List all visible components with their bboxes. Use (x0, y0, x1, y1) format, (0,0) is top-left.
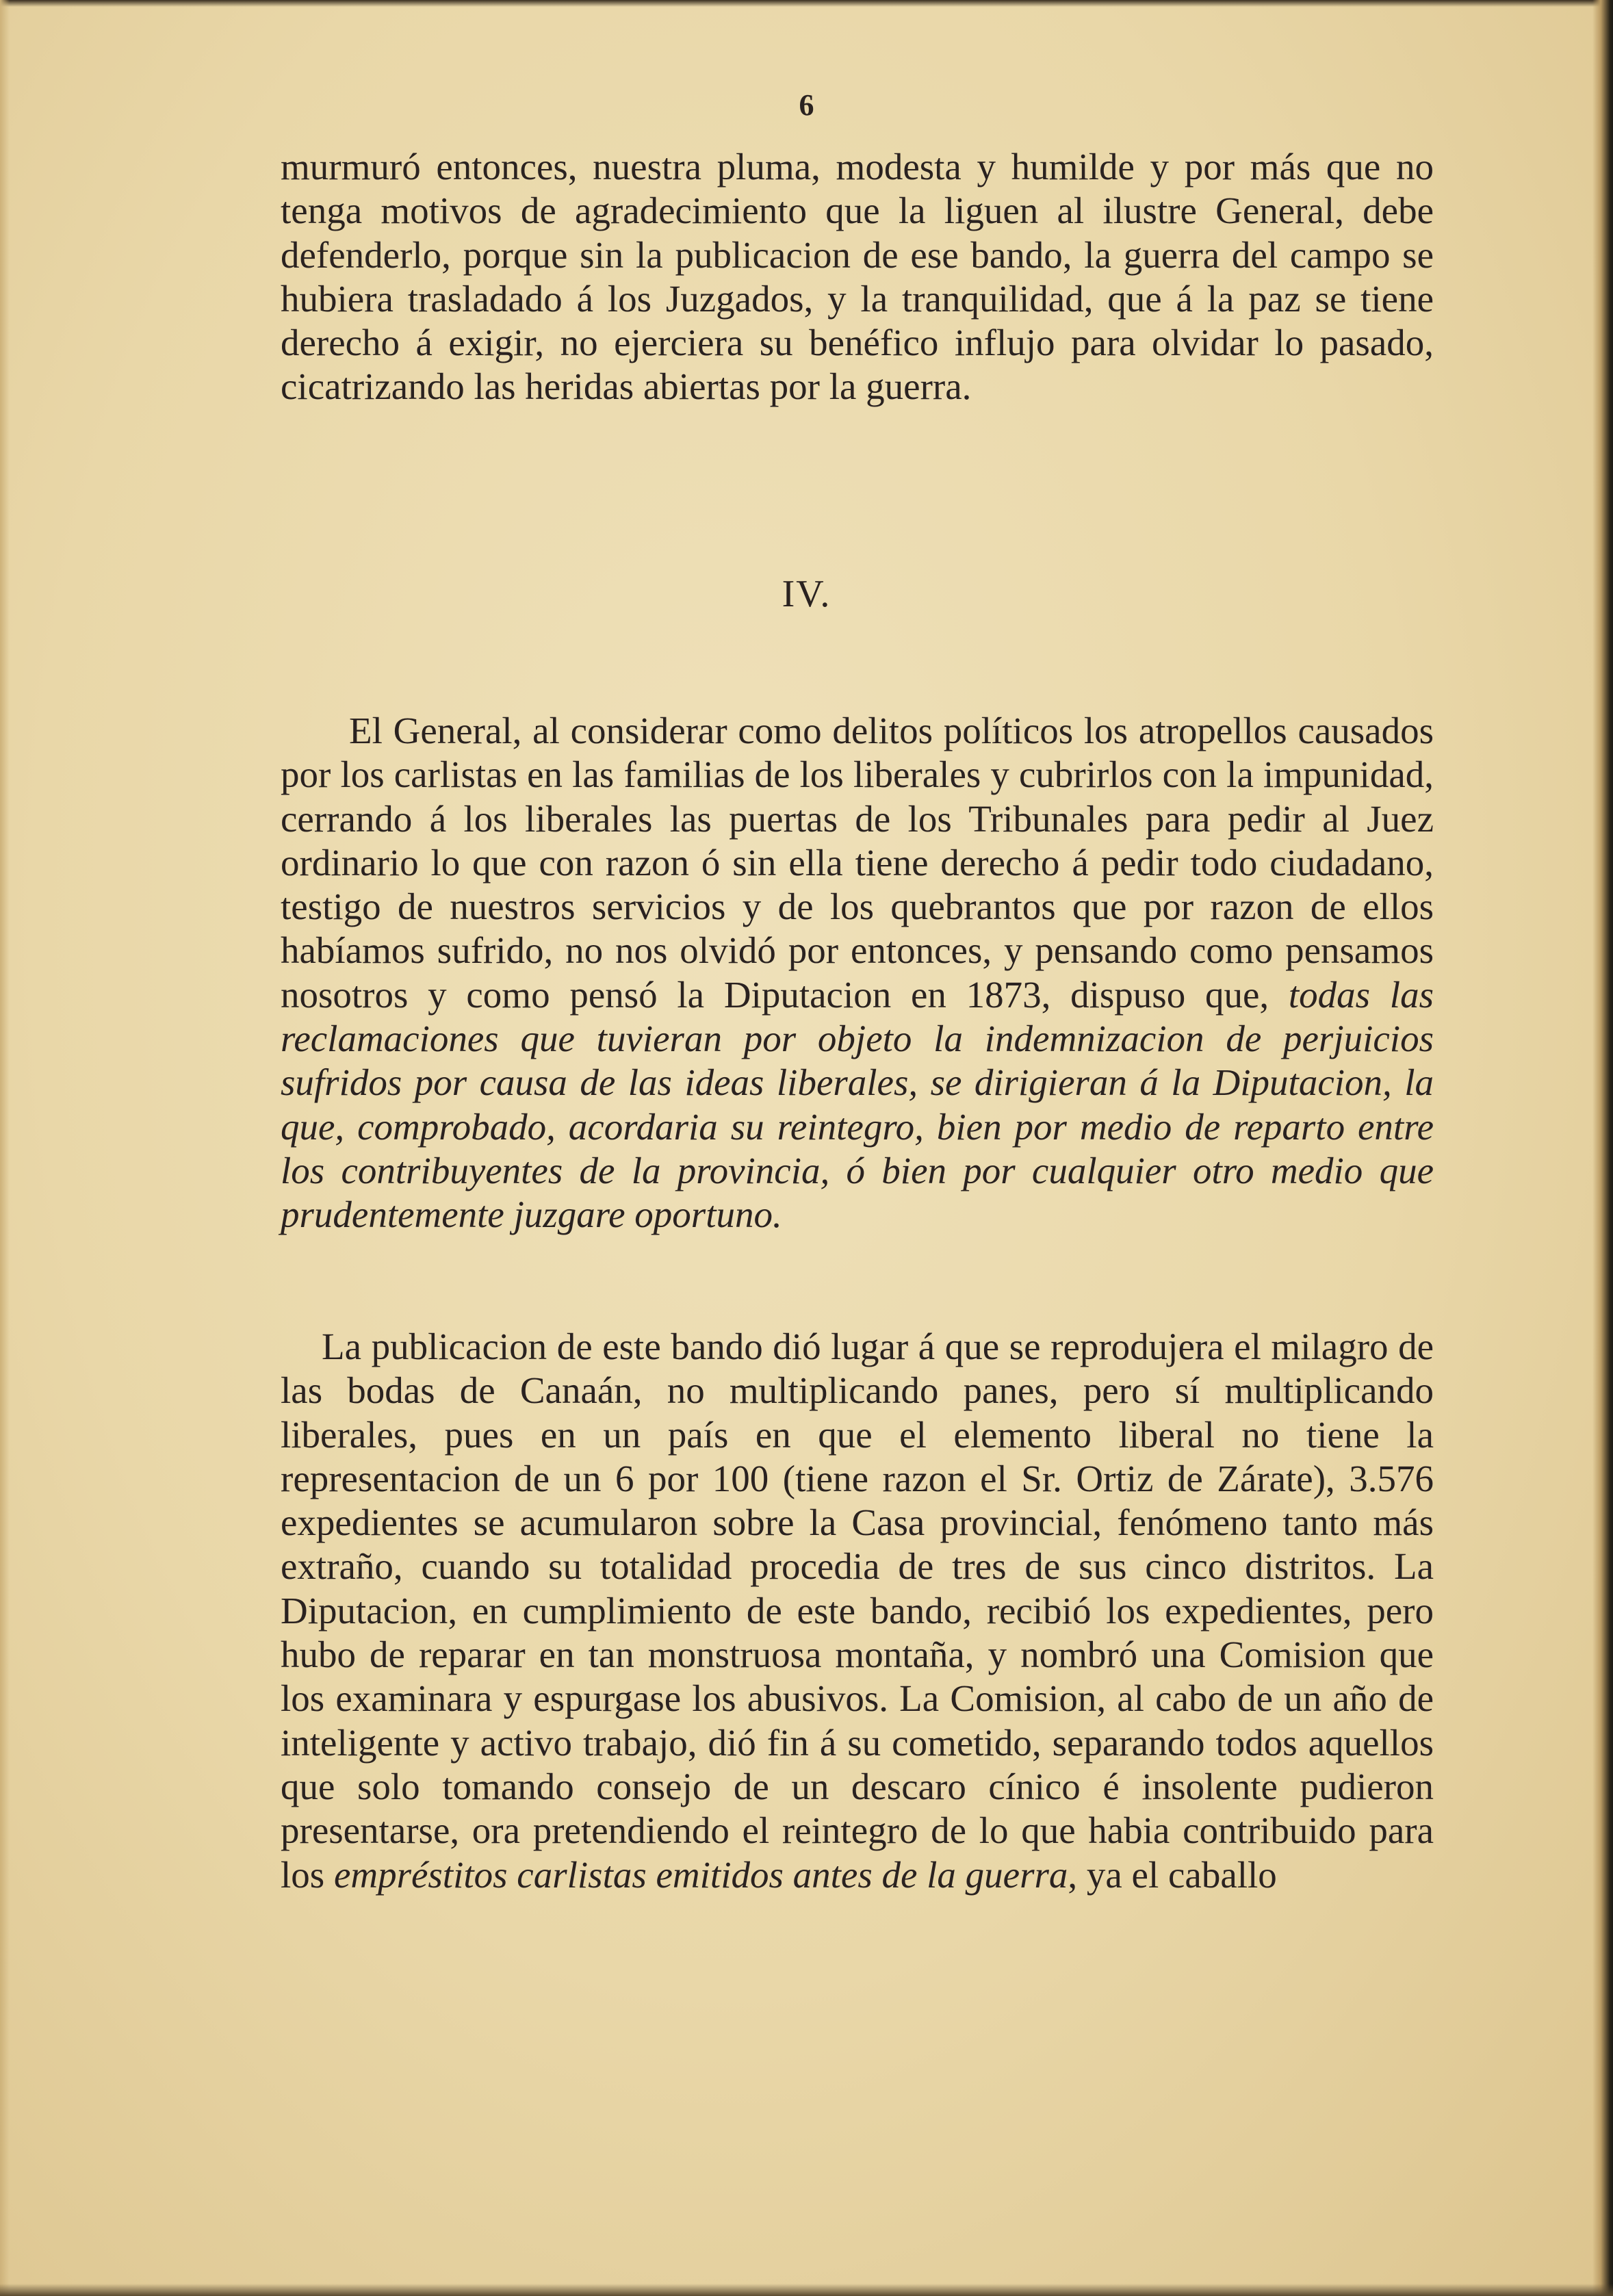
paragraph-continuation (281, 145, 1434, 409)
page-number: 6 (799, 88, 814, 122)
page-right-edge (1592, 0, 1613, 2296)
paragraph-2-lead: El General, al considerar como delitos políticos los atropellos causados por los carlistas en las familias de los liberales y cubrirlos con la impunidad, cerrando á los liberales las puertas de los Tribunales para pedir al Juez ordinario lo que con razon ó sin ella tiene derecho á pedir todo ciudadano, testigo de nuestros servicios y de los quebrantos que por razon de ellos habíamos sufrido, no nos olvidó por entonces, y pensando como pensamos nosotros y como pensó la Diputacion en 1873, dispuso que, (281, 710, 1434, 1016)
paragraph-2-text (281, 709, 1434, 1237)
page-bottom-edge (0, 2284, 1613, 2296)
paragraph-1-text: murmuró entonces, nuestra pluma, modesta y humilde y por más que no tenga motivos de agradecimiento que la liguen al ilustre General, debe defenderlo, porque sin la publicacion de ese bando, la guerra del campo se hubiera trasladado á los Juzgados, y la tranquilidad, que á la paz se tiene derecho á exigir, no ejerciera su benéfico influjo para olvidar lo pasado, cicatrizando las heridas abiertas por la guerra. (281, 146, 1434, 408)
paragraph-3 (281, 1325, 1434, 1897)
page-top-edge (0, 0, 1613, 7)
paragraph-2-italic-quote: todas las reclamaciones que tuvieran por objeto la indemnizacion de perjuicios sufridos por causa de las ideas liberales, se dirigieran á la Diputacion, la que, comprobado, acordaria su reintegro, bien por medio de reparto entre los contribuyentes de la provincia, ó bien por cualquier otro medio que prudentemente juzgare oportuno. (281, 973, 1434, 1236)
page-left-edge (0, 0, 10, 2296)
section-heading: IV. (782, 573, 831, 615)
paragraph-2 (281, 709, 1434, 1237)
paragraph-3-tail: , ya el caballo (1068, 1853, 1277, 1896)
paragraph-3-italic: empréstitos carlistas emitidos antes de la guerra (333, 1853, 1068, 1896)
paragraph-3-lead: La publicacion de este bando dió lugar á que se reprodujera el milagro de las bodas de Canaán, no multiplicando panes, pero sí multiplicando liberales, pues en un país en que el elemento liberal no tiene la representacion de un 6 por 100 (tiene razon el Sr. Ortiz de Zárate), 3.576 expedientes se acumularon sobre la Casa provincial, fenómeno tanto más extraño, cuando su totalidad procedia de tres de sus cinco distritos. La Diputacion, en cumplimiento de este bando, recibió los expedientes, pero hubo de reparar en tan monstruosa montaña, y nombró una Comision que los examinara y espurgase los abusivos. La Comision, al cabo de un año de inteligente y activo trabajo, dió fin á su cometido, separando todos aquellos que solo tomando consejo de un descaro cínico é insolente pudieron presentarse, ora pretendiendo el reintegro de lo que habia contribuido para los (281, 1326, 1434, 1896)
paragraph-3-text (281, 1325, 1434, 1897)
